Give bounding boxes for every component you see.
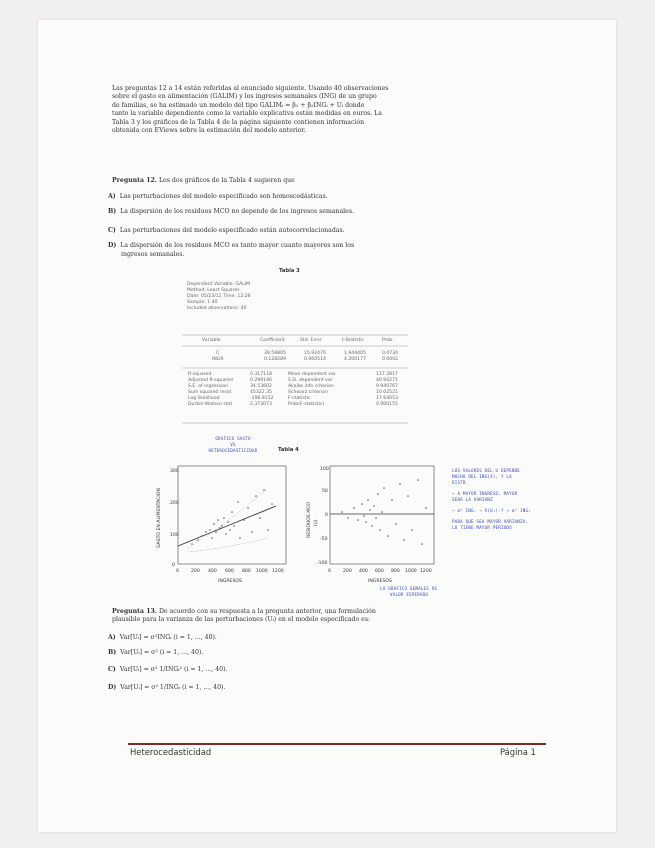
y-tick: 100 <box>170 533 179 538</box>
eviews-coef-rows <box>190 351 410 365</box>
y-tick: 50 <box>322 489 328 494</box>
x-tick: 200 <box>191 569 200 574</box>
x-tick: 400 <box>208 569 217 574</box>
y-axis-label-2: (û) <box>314 519 319 526</box>
question-12-heading: Pregunta 12. Los dos gráficos de la Tabla 4 sugieren que <box>112 177 295 184</box>
intro-line: Tabla 3 y los gráficos de la Tabla 4 de la página siguiente contienen información <box>112 118 365 126</box>
y-axis-label: RESIDUOS MCO <box>307 501 312 538</box>
q12-option-b: B) La dispersión de los residuos MCO no depende de los ingresos semanales. <box>108 208 354 215</box>
x-tick: 0 <box>328 569 331 574</box>
table-row: Sum squared resid 45322.35 Schwarz criterion 10.02521 <box>188 390 398 395</box>
x-tick: 800 <box>242 569 251 574</box>
y-tick: 200 <box>170 501 179 506</box>
plot-frame <box>330 466 434 564</box>
q12-option-d-cont: ingresos semanales. <box>121 251 185 258</box>
table-row: R-squared 0.317118 Mean dependent var 117.2817 <box>188 372 398 377</box>
table-3-title: Tabla 3 <box>279 268 300 274</box>
y-tick: 100 <box>320 467 329 472</box>
table-row: Log likelihood -196.8152 F-statistic 17.64053 <box>188 396 398 401</box>
table-4-title: Tabla 4 <box>278 447 299 453</box>
q12-option-d: D) La dispersión de los residuos MCO es tanto mayor cuanto mayores son los <box>108 242 355 249</box>
y-tick: -50 <box>320 537 328 542</box>
eviews-stats <box>188 372 412 424</box>
q13-option-d: D) Var[Uᵢ] = σ² 1/INGᵢ (i = 1, ..., 40). <box>108 684 226 691</box>
hand-envelope-upper <box>188 490 266 548</box>
x-tick: 1200 <box>272 569 284 574</box>
footer-rule <box>128 743 546 745</box>
scatter-chart-gasto <box>148 460 298 590</box>
table-row: Durbin-Watson stat 2.373073 Prob(F-statistic) 0.000155 <box>188 402 398 407</box>
hand-envelope-lower <box>188 538 268 552</box>
footer-title: Heterocedasticidad <box>130 747 212 757</box>
x-tick: 600 <box>225 569 234 574</box>
x-axis-label: INGRESOS <box>368 579 392 584</box>
x-tick: 400 <box>359 569 368 574</box>
intro-paragraph <box>112 85 442 135</box>
y-tick: 0 <box>172 563 175 568</box>
q13-option-c: C) Var[Uᵢ] = σ² 1/INGᵢ² (i = 1, ..., 40). <box>108 666 228 673</box>
table-row: C 39.59805 15.92470 1.944405 0.0734 <box>216 351 399 356</box>
y-tick: -100 <box>317 561 328 566</box>
footer-page-number: Página 1 <box>500 747 536 757</box>
y-tick: 0 <box>325 513 328 518</box>
q12-option-c: C) Las perturbaciones del modelo especificado están autocorrelacionadas. <box>108 227 345 234</box>
intro-line: de familias, se ha estimado un modelo del tipo GALIMᵢ = β₁ + β₂INGᵢ + Uᵢ donde <box>112 101 365 109</box>
handwritten-chart-title: GRAFICO GASTO VS HETEROCEDASTICIDAD <box>208 436 258 453</box>
handwritten-notes: LOS VALORES DEL U DEPENDE MUCHO DEL ING(X), Y LA DISTR. → A MAYOR INGRESO, MAYOR SERA LA VARIANZ → σ² INGᵢ → V(Uᵢ)·? → σ² INGᵢ PARA QUE SEA MAYOR VARIANZA, LO TIENE MAYOR PERIODO <box>452 468 531 530</box>
x-tick: 1000 <box>256 569 268 574</box>
table-row: S.E. of regression 34.53602 Akaike info criterion 9.940767 <box>188 384 398 389</box>
q13-option-a: A) Var[Uᵢ] = σ²INGᵢ (i = 1, ..., 40). <box>108 634 217 641</box>
x-tick: 1000 <box>405 569 417 574</box>
x-tick: 0 <box>176 569 179 574</box>
q12-option-a: A) Las perturbaciones del modelo especificado son homoscedásticas. <box>108 193 328 200</box>
table-row: INGR 0.128289 0.060514 4.200177 0.0002 <box>212 357 399 362</box>
regression-line <box>178 506 276 546</box>
q13-option-b: B) Var[Uᵢ] = σ² (i = 1, ..., 40). <box>108 649 204 656</box>
data-points <box>191 489 273 545</box>
x-tick: 600 <box>375 569 384 574</box>
intro-line: obtenida con EViews sobre la estimación del modelo anterior. <box>112 127 306 135</box>
intro-line: Las preguntas 12 a 14 están referidas al enunciado siguiente. Usando 40 observaciones <box>112 85 389 92</box>
x-tick: 200 <box>343 569 352 574</box>
x-axis-label: INGRESOS <box>218 579 242 584</box>
handwritten-chart-note: LA GRAFICO SEÑALES VS VALOR ESPERADO <box>380 586 438 597</box>
data-points <box>341 479 427 545</box>
eviews-header: Dependent Variable: GALIM Method: Least Squares Date: 05/23/12 Time: 12:26 Sample: 1 40 Included observations: 40 <box>187 282 251 311</box>
intro-line: tanto la variable dependiente como la variable explicativa están medidas en euros. La <box>112 110 382 118</box>
table-row: Adjusted R-squared 0.299146 S.D. dependent var 40.94271 <box>188 378 398 383</box>
question-13-heading: Pregunta 13. De acuerdo con su respuesta a la pregunta anterior, una formulación plausible para la varianza de las perturbaciones (Uᵢ) en el modelo especificado es: <box>112 608 376 624</box>
y-axis-label: GASTO EN ALIMENTACION <box>157 488 162 548</box>
scatter-chart-residuos <box>302 460 442 590</box>
x-tick: 1200 <box>420 569 432 574</box>
y-tick: 300 <box>170 469 179 474</box>
intro-line: sobre el gasto en alimentación (GALIM) y los ingresos semanales (ING) de un grupo <box>112 93 377 101</box>
x-tick: 800 <box>391 569 400 574</box>
plot-frame <box>178 466 286 564</box>
